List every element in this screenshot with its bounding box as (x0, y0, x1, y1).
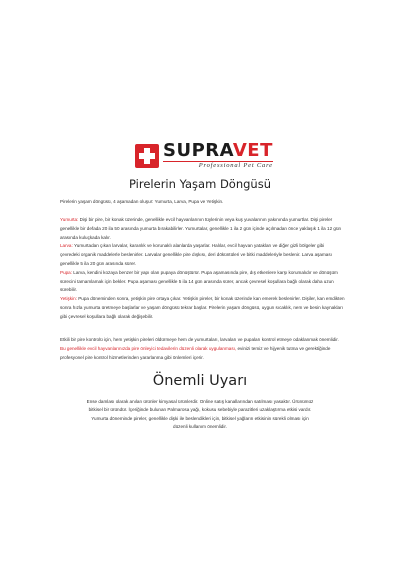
closing-text-after: evinizi temiz ve hijyenik tutma ve gerektiğinde profesyonel pire kontrol hizmetlerinden yararlanma gibi önlemleri içerir. (60, 345, 331, 360)
stage-label: Pupa: (60, 269, 73, 275)
stage-text: Pupa döneminden sonra, yetişkin pire ortaya çıkar. Yetişkin pireler, bir konak üzerinde kan emerek beslenirler. Dişiler, kan emdikten sonra hızla yumurta üretmeye başlarlar ve yaşam döngüsü tekrar başlar. Pirelerin yaşam döngüsü, uygun sıcaklık, nem ve besin kaynakları gibi çevresel koşullara bağlı olarak değişebilir. (60, 296, 345, 319)
closing-paragraph (60, 336, 345, 362)
supravet-logo (135, 142, 273, 170)
stage-text: Larva, kendini kozaya benzer bir yapı olan pupaya dönüştürür. Pupa aşamasında pire, dış etkenlere karşı korumalıdır ve dönüşüm sürecini tamamlamak için bekler. Pupa aşaması genellikle 5 ila 14 gün arasında sürer, ancak çevresel koşullara bağlı olarak daha uzun sürebilir. (60, 269, 338, 293)
warning-title: Önemli Uyarı (152, 373, 248, 389)
warning-text: Ense damlası olarak anılan ürünler kimyasal ürünlerdir. Online satış kanallarından satılması yasaktır. Ürünümüz bitkisel bir üründür. İçeriğinde bulunan Palmarosa yağı, kokusu sebebiyle parazitleri uzaklaştırma etkisi vardır. Yumurta döneminde pireler, genellikle dişki ile beslendikleri için, bitkisel yağların etkisinin sürekli olması için düzenli kullanım önemlidir. (86, 399, 314, 430)
brand-tagline: Professional Pet Care (163, 161, 273, 170)
stage-pupa (60, 269, 345, 295)
stage-label: Yumurta: (60, 217, 79, 222)
warning-paragraph (86, 398, 314, 432)
stage-egg (60, 216, 345, 242)
closing-text-before: Etkili bir pire kontrolü için, hem yetişkin pireleri öldürmeye hem de yumurtaları, larvaları ve pupaları kontrol etmeye odaklanmak önemlidir. (60, 337, 339, 342)
page-title: Pirelerin Yaşam Döngüsü (129, 177, 271, 191)
intro-text: Pirelerin yaşam döngüsü, 4 aşamadan oluşur: Yumurta, Larva, Pupa ve Yetişkin. (60, 199, 224, 204)
stage-list (60, 216, 345, 322)
stage-larva (60, 242, 345, 268)
brand-name-main: SUPRA (163, 140, 233, 161)
brand-name-accent: VET (232, 140, 273, 161)
stage-text: Yumurtadan çıkan larvalar, karanlık ve korunaklı alanlarda yaşarlar. Halılar, evcil hayvan yatakları ve diğer gizli bölgeler gibi çevredeki organik maddelerle beslenirler. Larvalar genellikle pire dışkısı, deri döküntüleri ve bitki maddeleriyle beslenir. Larva aşaması genellikle 5 ila 20 gün arasında sürer. (60, 243, 332, 266)
closing-highlight: Bu genellikle evcil hayvanlarınızda pire önleyici tedavilerin düzenli olarak uygulanması, (60, 345, 237, 351)
brand-name (163, 142, 273, 160)
stage-text: Dişi bir pire, bir konak üzerinde, genellikle evcil hayvanlarının tüylerinin veya kuş yuvalarının yakınında yumurtlar. Dişi pireler genellikle bir defada 20 ila 50 arasında yumurta bırakabilirler. Yumurtalar, genellikle 1 ila 2 gün içinde açılmadan önce yaklaşık 1 ila 12 gün arasında kuluçkada kalır. (60, 217, 342, 240)
stage-label: Larva: (60, 243, 73, 249)
intro-paragraph (60, 198, 345, 207)
medical-cross-icon (135, 144, 159, 168)
closing-text (60, 336, 345, 362)
stage-label: Yetişkin: (60, 296, 77, 302)
stage-adult (60, 295, 345, 321)
brand-block (163, 142, 273, 170)
